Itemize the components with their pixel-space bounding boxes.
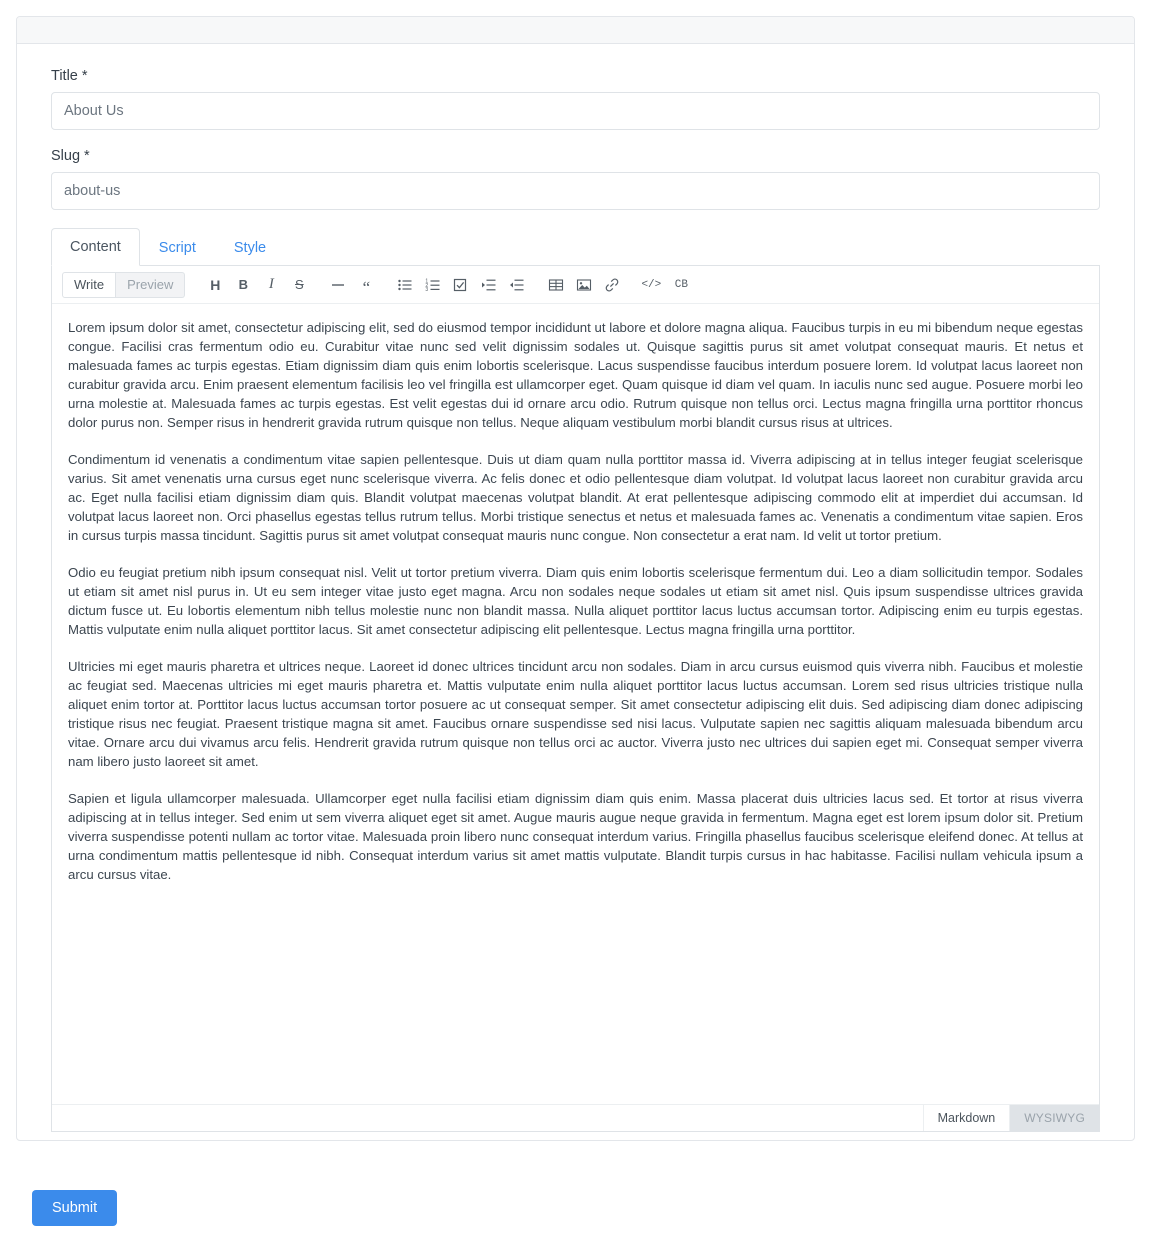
horizontal-rule-icon[interactable]	[325, 272, 351, 298]
outdent-icon[interactable]	[504, 272, 530, 298]
quote-glyph: “	[362, 277, 371, 297]
svg-text:3: 3	[425, 286, 429, 293]
table-icon[interactable]	[543, 272, 569, 298]
task-list-icon[interactable]	[448, 272, 474, 298]
markdown-mode-button[interactable]: Markdown	[923, 1105, 1010, 1131]
ordered-list-icon[interactable]	[420, 272, 446, 298]
content-paragraph: Lorem ipsum dolor sit amet, consectetur adipiscing elit, sed do eiusmod tempor incididunt ut labore et dolore magna aliqua. Faucibus turpis in eu mi bibendum neque egestas congue. Facilisi cras fermentum odio eu. Curabitur vitae nunc sed velit dignissim sodales ut. Quisque sagittis purus sit amet volutpat consequat mauris. Et netus et malesuada fames ac turpis egestas. Etiam dignissim diam quis enim lobortis scelerisque. Lacus suspendisse faucibus interdum posuere lorem. Id volutpat lacus laoreet non curabitur gravida arcu. Enim praesent elementum facilisis leo vel fringilla est ullamcorper eget. Quam quisque id diam vel quam. In iaculis nunc sed augue. Posuere morbi leo urna molestie at. Malesuada fames ac turpis egestas. Est velit egestas dui id ornare arcu odio. Rutrum quisque non tellus orci. Lectus magna fringilla urna porttitor rhoncus dolor purus non. Semper risus in hendrerit gravida rutrum quisque non tellus. Neque aliquam vestibulum morbi blandit cursus risus at ultrices.	[68, 320, 1083, 430]
submit-button[interactable]: Submit	[32, 1190, 117, 1226]
svg-text:2: 2	[425, 282, 429, 289]
editor-tabs	[51, 228, 1100, 266]
editor-content-area[interactable]	[52, 304, 1099, 1104]
content-paragraph: Sapien et ligula ullamcorper malesuada. Ullamcorper eget nulla facilisi etiam dignissim diam quis enim. Massa placerat duis ultricies lacus sed. Et tortor at risus viverra adipiscing at in tellus integer. Sed enim ut sem viverra aliquet eget sit amet. Augue mauris augue neque gravida in fermentum. Magna eget est lorem ipsum dolor sit. Pretium viverra suspendisse potenti nullam ac tortor vitae. Malesuada proin libero nunc consequat interdum varius. Fringilla phasellus faucibus scelerisque eleifend donec. At tellus at urna condimentum mattis pellentesque id nibh. Consequat interdum varius sit amet mattis vulputate. Blandit turpis cursus in hac habitasse. Facilisi nullam vehicula ipsum a arcu cursus vitae.	[68, 791, 1083, 882]
bold-icon[interactable]	[230, 272, 256, 298]
editor-footer	[52, 1104, 1099, 1131]
slug-input[interactable]	[51, 172, 1100, 210]
code-icon[interactable]	[638, 272, 664, 298]
code-block-glyph: CB	[674, 278, 688, 291]
svg-text:1: 1	[425, 277, 429, 284]
wysiwyg-mode-button[interactable]: WYSIWYG	[1009, 1105, 1099, 1131]
form-panel	[16, 16, 1135, 1141]
unordered-list-icon[interactable]	[392, 272, 418, 298]
heading-glyph: H	[210, 276, 221, 293]
preview-mode-button[interactable]: Preview	[116, 272, 185, 298]
editor-toolbar	[52, 266, 1099, 304]
quote-icon[interactable]	[353, 272, 379, 298]
title-input[interactable]	[51, 92, 1100, 130]
strikethrough-icon[interactable]	[286, 272, 312, 298]
heading-icon[interactable]	[202, 272, 228, 298]
tab-script[interactable]: Script	[158, 240, 196, 256]
link-icon[interactable]	[599, 272, 625, 298]
italic-glyph: I	[268, 276, 274, 292]
slug-label: Slug *	[51, 148, 90, 164]
tab-content[interactable]: Content	[51, 228, 140, 266]
code-block-icon[interactable]	[666, 272, 696, 298]
strikethrough-glyph: S	[295, 277, 304, 292]
editor-mode-group	[62, 272, 185, 298]
content-paragraph: Odio eu feugiat pretium nibh ipsum consequat nisl. Velit ut tortor pretium viverra. Diam quis enim lobortis scelerisque fermentum dui. Leo a diam sollicitudin tempor. Sodales ut etiam sit amet nisl purus in. Ut eu sem integer vitae justo eget magna. Arcu non sodales neque sodales ut etiam sit amet nisl. Quis ipsum suspendisse ultrices gravida dictum fusce ut. Eu lobortis elementum nibh tellus molestie nunc non blandit massa. Nulla aliquet porttitor lacus luctus accumsan tortor. Adipiscing enim eu turpis egestas. Mattis vulputate enim nulla aliquet porttitor lacus. Sit amet consectetur adipiscing elit pellentesque. Lectus magna fringilla urna porttitor.	[68, 565, 1083, 637]
title-label: Title *	[51, 68, 88, 84]
indent-icon[interactable]	[476, 272, 502, 298]
code-glyph: </>	[641, 278, 662, 291]
content-paragraph: Condimentum id venenatis a condimentum vitae sapien pellentesque. Duis ut diam quam nulla porttitor massa id. Viverra adipiscing at in tellus integer feugiat scelerisque varius. Sit amet venenatis urna cursus eget nunc scelerisque viverra. Ac felis donec et odio pellentesque diam volutpat. Id volutpat lacus laoreet non curabitur gravida arcu ac. Eget nulla facilisi etiam dignissim diam quis. Blandit volutpat maecenas volutpat blandit. At erat pellentesque adipiscing commodo elit at imperdiet dui accumsan. Id volutpat lacus laoreet non. Orci phasellus egestas tellus rutrum tellus. Morbi tristique senectus et netus et malesuada fames ac. Venenatis a condimentum vitae sapien. Eros in cursus turpis massa tincidunt. Sagittis purus sit amet volutpat consequat mauris nunc congue. Non consectetur a erat nam. Id velit ut tortor pretium.	[68, 452, 1083, 543]
content-paragraph: Ultricies mi eget mauris pharetra et ultrices neque. Laoreet id donec ultrices tincidunt arcu non sodales. Diam in arcu cursus euismod quis viverra nibh. Faucibus et molestie ac feugiat sed. Maecenas ultricies mi eget mauris pharetra et. Mattis vulputate enim nulla aliquet porttitor lacus luctus accumsan. Lorem sed risus ultricies tristique nulla aliquet enim tortor at. Porttitor lacus luctus accumsan tortor posuere ac ut consequat semper. Sit amet consectetur adipiscing elit duis. Sed adipiscing diam donec adipiscing tristique risus nec feugiat. Praesent tristique magna sit amet. Faucibus ornare suspendisse sed nisi lacus. Vulputate sapien nec sagittis aliquam malesuada bibendum arcu vitae. Ornare arcu dui vivamus arcu felis. Hendrerit gravida rutrum quisque non tellus orci ac auctor. Viverra justo nec ultrices dui sapien eget mi. Consequat semper viverra nam libero justo laoreet sit amet.	[68, 659, 1083, 769]
panel-body	[17, 44, 1134, 1140]
tab-style[interactable]: Style	[233, 240, 267, 256]
image-icon[interactable]	[571, 272, 597, 298]
submit-row	[32, 1190, 117, 1226]
panel-header	[17, 17, 1134, 44]
italic-icon[interactable]	[258, 272, 284, 298]
markdown-editor	[51, 266, 1100, 1132]
bold-glyph: B	[238, 277, 249, 292]
write-mode-button[interactable]: Write	[62, 272, 116, 298]
